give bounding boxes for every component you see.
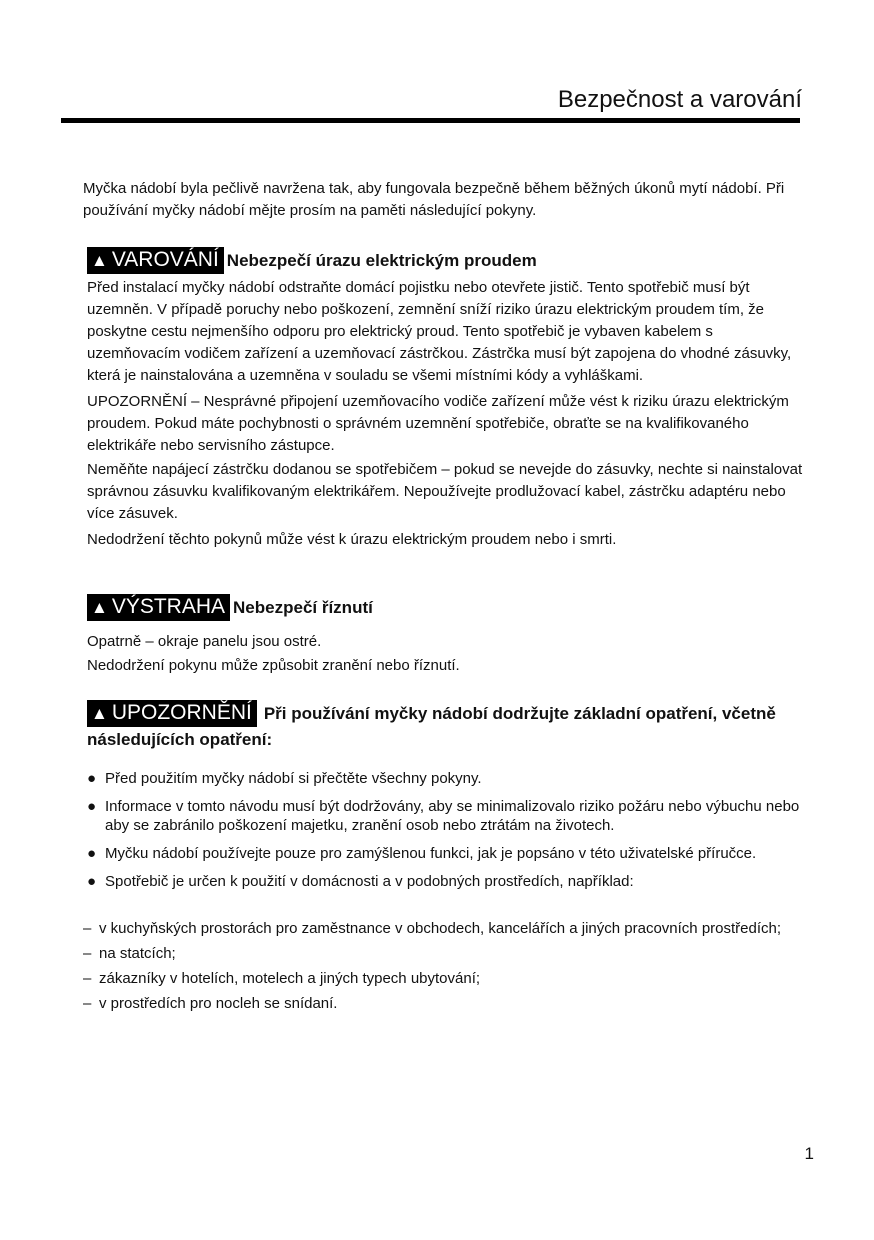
notice-heading-row (87, 700, 802, 753)
notice-dash-list (83, 918, 803, 1018)
intro-paragraph: Myčka nádobí byla pečlivě navržena tak, aby fungovala bezpečně během běžných úkonů mytí nádobí. Při používání myčky nádobí mějte prosím na paměti následující pokyny. (83, 180, 785, 219)
list-item: ● Myčku nádobí používejte pouze pro zamýšlenou funkci, jak je popsáno v této uživatelské příručce. (87, 845, 757, 863)
notice-heading: Při používání myčky nádobí dodržujte základní opatření, včetně následujících opatření: (87, 703, 776, 750)
bullet-icon: ● (87, 845, 97, 863)
notice-section (87, 700, 802, 900)
warning-heading-row (87, 247, 807, 274)
list-item: ● Informace v tomto návodu musí být dodržovány, aby se minimalizovalo riziko požáru nebo výbuchu nebo aby se zabránilo poškození majetku, zranění osob nebo ztrátám na životech. (87, 798, 800, 835)
notice-badge-label: UPOZORNĚNÍ (111, 701, 252, 724)
warning-heading: Nebezpečí úrazu elektrickým proudem (226, 250, 537, 270)
warning-triangle-icon: ▲ (91, 251, 108, 270)
notice-bullet-list (87, 769, 802, 891)
list-item: – zákazníky v hotelích, motelech a jiných typech ubytování; (83, 970, 481, 987)
warning-triangle-icon: ▲ (91, 704, 108, 723)
list-item: ● Před použitím myčky nádobí si přečtěte všechny pokyny. (87, 770, 482, 788)
warning-paragraph: UPOZORNĚNÍ – Nesprávné připojení uzemňovacího vodiče zařízení může vést k riziku úrazu elektrickým proudem. Pokud máte pochybnosti o správném uzemnění spotřebiče, obraťte se na kvalifikovaného elektrikáře nebo servisního zástupce. (87, 393, 789, 454)
dash-icon: – (83, 970, 92, 987)
list-item: – na statcích; (83, 945, 176, 962)
caution-heading-row (87, 594, 807, 621)
dash-icon: – (83, 995, 92, 1012)
warning-badge (87, 247, 224, 274)
notice-badge (87, 700, 257, 727)
header-rule (61, 118, 800, 123)
warning-badge-label: VAROVÁNÍ (111, 248, 219, 271)
warning-paragraph: Nedodržení těchto pokynů může vést k úrazu elektrickým proudem nebo i smrti. (87, 531, 617, 548)
page-number: 1 (804, 1144, 814, 1163)
warning-section (87, 247, 807, 553)
bullet-icon: ● (87, 798, 97, 816)
caution-paragraph: Nedodržení pokynu může způsobit zranění nebo říznutí. (87, 657, 460, 674)
list-item: ● Spotřebič je určen k použití v domácnosti a v podobných prostředích, například: (87, 873, 634, 891)
bullet-icon: ● (87, 770, 97, 788)
caution-badge (87, 594, 230, 621)
caution-section (87, 594, 807, 679)
dash-icon: – (83, 920, 92, 937)
caution-heading: Nebezpečí říznutí (233, 597, 373, 617)
warning-triangle-icon: ▲ (91, 598, 108, 617)
list-item: – v prostředích pro nocleh se snídaní. (83, 995, 338, 1012)
warning-paragraph: Neměňte napájecí zástrčku dodanou se spotřebičem – pokud se nevejde do zásuvky, nechte si nainstalovat správnou zásuvku kvalifikovaným elektrikářem. Nepoužívejte prodlužovací kabel, zástrčku adaptéru nebo více zásuvek. (87, 461, 803, 522)
dash-icon: – (83, 945, 92, 962)
caution-badge-label: VÝSTRAHA (111, 595, 226, 618)
warning-paragraph: Před instalací myčky nádobí odstraňte domácí pojistku nebo otevřete jistič. Tento spotřebič musí být uzemněn. V případě poruchy nebo poškození, zemnění sníží riziko úrazu elektrickým proudem tím, že poskytne cestu nejmenšího odporu pro elektrický proud. Tento spotřebič je vybaven kabelem s uzemňovacím vodičem zařízení a uzemňovací zástrčkou. Zástrčka musí být zapojena do vhodné zásuvky, která je nainstalována a uzemněna v souladu se všemi místními kódy a vyhláškami. (87, 279, 792, 384)
page-title: Bezpečnost a varování (557, 86, 802, 113)
bullet-icon: ● (87, 873, 97, 891)
caution-paragraph: Opatrně – okraje panelu jsou ostré. (87, 633, 322, 650)
list-item: – v kuchyňských prostorách pro zaměstnance v obchodech, kancelářích a jiných pracovních prostředích; (83, 920, 782, 937)
